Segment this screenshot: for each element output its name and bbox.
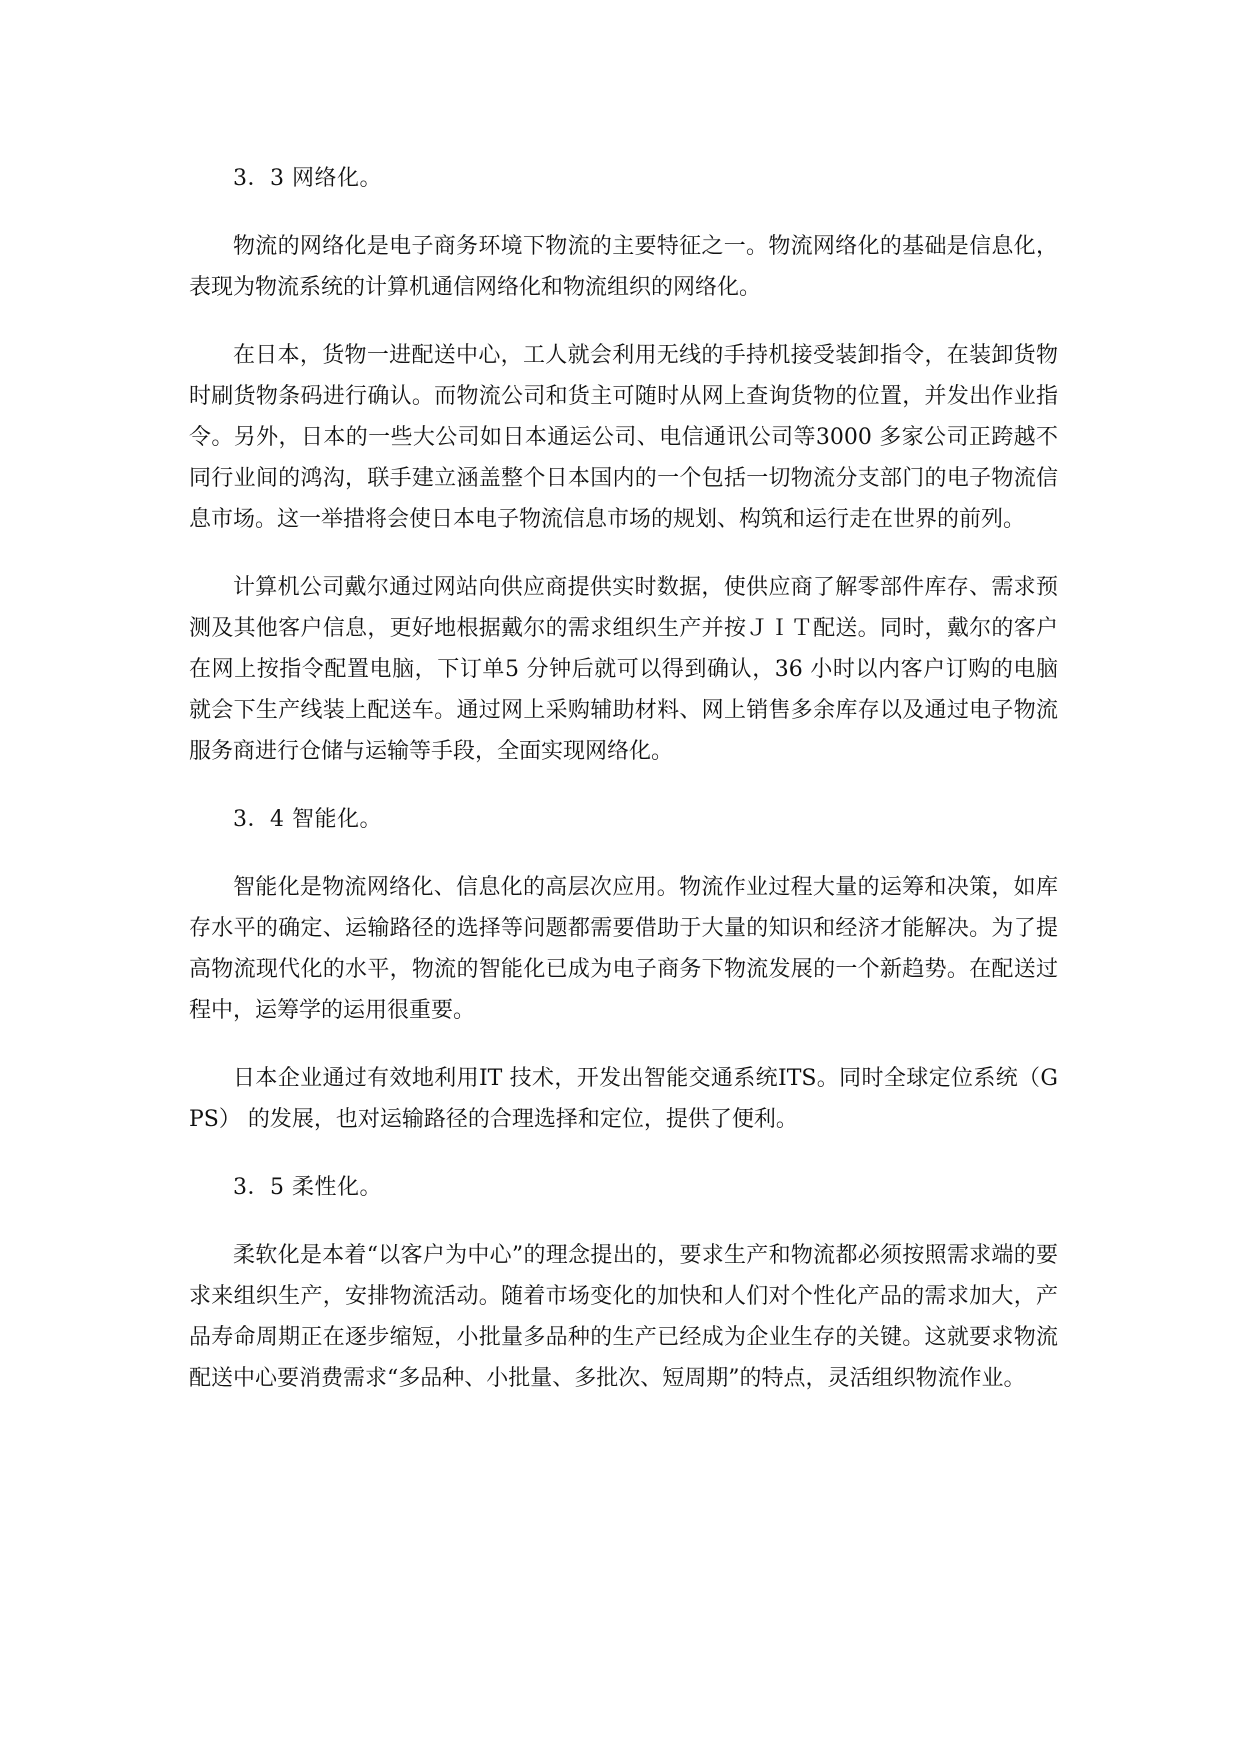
paragraph-flexibility-definition: 柔软化是本着“以客户为中心”的理念提出的，要求生产和物流都必须按照需求端的要求来组织生产，安排物流活动。随着市场变化的加快和人们对个性化产品的需求加大，产品寿命周期正在逐步缩短，小批量多品种的生产已经成为企业生存的关键。这就要求物流配送中心要消费需求“多品种、小批量、多批次、短周期”的特点，灵活组织物流作业。 bbox=[189, 1243, 1058, 1391]
document-body bbox=[189, 158, 1058, 1426]
paragraph-intelligence-definition: 智能化是物流网络化、信息化的高层次应用。物流作业过程大量的运筹和决策，如库存水平的确定、运输路径的选择等问题都需要借助于大量的知识和经济才能解决。为了提高物流现代化的水平，物流的智能化已成为电子商务下物流发展的一个新趋势。在配送过程中，运筹学的运用很重要。 bbox=[189, 875, 1058, 1023]
paragraph-japan-logistics-example: 在日本，货物一进配送中心，工人就会利用无线的手持机接受装卸指令，在装卸货物时刷货物条码进行确认。而物流公司和货主可随时从网上查询货物的位置，并发出作业指令。另外，日本的一些大公司如日本通运公司、电信通讯公司等3000 多家公司正跨越不同行业间的鸿沟，联手建立涵盖整个日本国内的一个包括一切物流分支部门的电子物流信息市场。这一举措将会使日本电子物流信息市场的规划、构筑和运行走在世界的前列。 bbox=[189, 343, 1058, 532]
section-heading-flexibility: 3．5 柔性化。 bbox=[233, 1175, 382, 1200]
paragraph-networking-definition: 物流的网络化是电子商务环境下物流的主要特征之一。物流网络化的基础是信息化，表现为物流系统的计算机通信网络化和物流组织的网络化。 bbox=[189, 234, 1058, 300]
paragraph-its-gps-example: 日本企业通过有效地利用IT 技术，开发出智能交通系统ITS。同时全球定位系统（GPS） 的发展，也对运输路径的合理选择和定位，提供了便利。 bbox=[189, 1066, 1058, 1132]
section-heading-intelligence: 3．4 智能化。 bbox=[233, 807, 382, 832]
paragraph-dell-example: 计算机公司戴尔通过网站向供应商提供实时数据，使供应商了解零部件库存、需求预测及其他客户信息，更好地根据戴尔的需求组织生产并按ＪＩＴ配送。同时，戴尔的客户在网上按指令配置电脑，下订单5 分钟后就可以得到确认，36 小时以内客户订购的电脑就会下生产线装上配送车。通过网上采购辅助材料、网上销售多余库存以及通过电子物流服务商进行仓储与运输等手段，全面实现网络化。 bbox=[189, 575, 1058, 764]
section-heading-networking: 3．3 网络化。 bbox=[233, 166, 382, 191]
